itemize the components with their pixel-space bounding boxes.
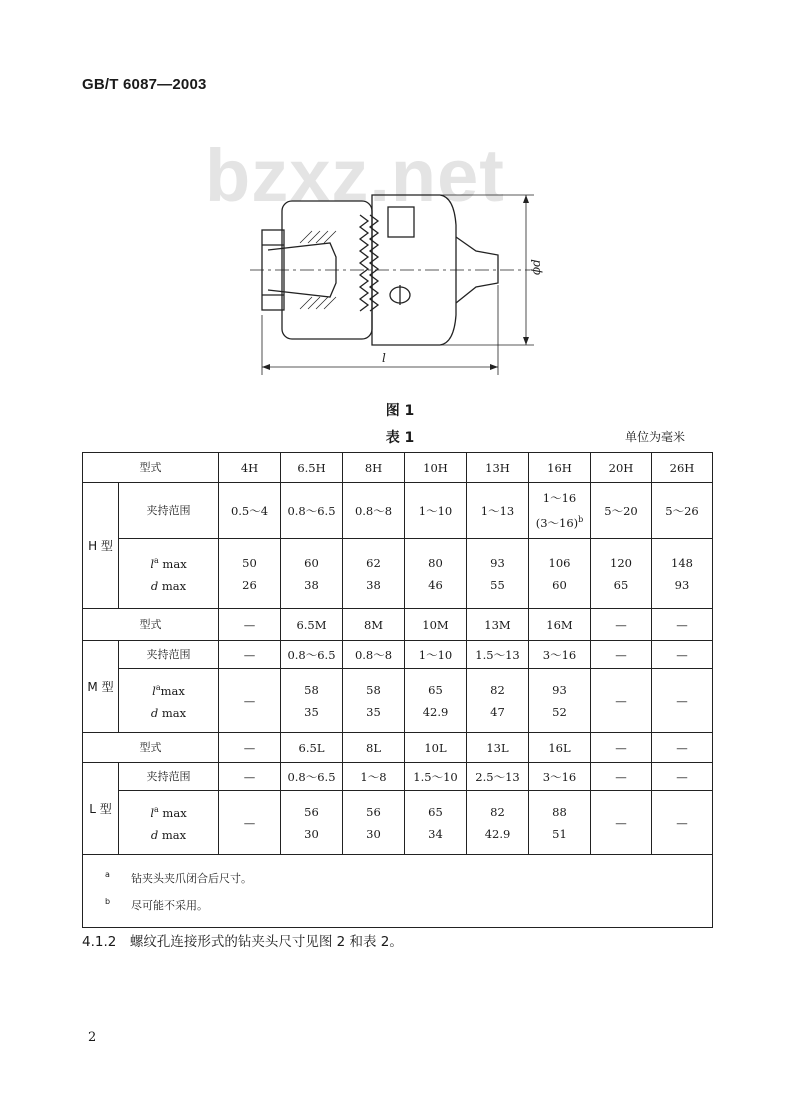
m-dim-cell: 82 47 <box>467 669 529 733</box>
l-group-label: L 型 <box>83 763 119 855</box>
h-range-row <box>83 483 713 539</box>
dimension-label-l: l <box>382 351 386 365</box>
h-dim-cell: 50 26 <box>219 539 281 609</box>
m-header-label: 型式 <box>83 609 219 641</box>
m-range-cell: 1～10 <box>405 641 467 669</box>
h-range-16h-main: 1～16 <box>542 491 577 506</box>
m-model-cell: 16M <box>529 609 591 641</box>
l-model-cell: 16L <box>529 733 591 763</box>
l-range-cell: — <box>652 763 713 791</box>
m-range-cell: 1.5～13 <box>467 641 529 669</box>
l-model-cell: — <box>652 733 713 763</box>
l-dim-cell: — <box>591 791 652 855</box>
dimension-label-d: ϕd <box>529 259 543 275</box>
h-range-cell: 1～13 <box>467 483 529 539</box>
h-range-cell: 0.5～4 <box>219 483 281 539</box>
m-model-cell: 8M <box>343 609 405 641</box>
chuck-key-hole <box>388 207 414 237</box>
h-dim-cell: 120 65 <box>591 539 652 609</box>
h-model-cell: 16H <box>529 453 591 483</box>
l-dim-cell: 82 42.9 <box>467 791 529 855</box>
figure-caption: 图 1 <box>385 403 415 419</box>
l-dim-cell: 65 34 <box>405 791 467 855</box>
h-range-cell: 0.8～8 <box>343 483 405 539</box>
h-model-cell: 6.5H <box>281 453 343 483</box>
m-model-cell: — <box>591 609 652 641</box>
standard-code: GB/T 6087—2003 <box>82 76 207 93</box>
h-group-label: H 型 <box>83 483 119 609</box>
l-model-cell: 6.5L <box>281 733 343 763</box>
l-range-cell: 0.8～6.5 <box>281 763 343 791</box>
h-dim-cell: 80 46 <box>405 539 467 609</box>
section-4-1-2-text: 4.1.2 螺纹孔连接形式的钻夹头尺寸见图 2 和表 2。 <box>82 934 403 950</box>
m-model-row <box>83 609 713 641</box>
m-range-cell: 3～16 <box>529 641 591 669</box>
footnote-a: a 钻夹头夹爪闭合后尺寸。 <box>105 870 252 885</box>
h-dim-cell: 93 55 <box>467 539 529 609</box>
footnote-b: b 尽可能不采用。 <box>105 897 208 912</box>
l-header-label: 型式 <box>83 733 219 763</box>
l-dim-cell: — <box>652 791 713 855</box>
m-dim-cell: 58 35 <box>281 669 343 733</box>
unit-note: 单位为毫米 <box>625 430 686 444</box>
m-range-cell: — <box>219 641 281 669</box>
l-dim-row <box>83 791 713 855</box>
m-dim-cell: — <box>652 669 713 733</box>
h-dim-cell: 106 60 <box>529 539 591 609</box>
h-range-label: 夹持范围 <box>119 483 219 539</box>
m-range-cell: — <box>591 641 652 669</box>
l-model-cell: 13L <box>467 733 529 763</box>
l-model-row <box>83 733 713 763</box>
notes-row <box>83 855 713 928</box>
m-range-cell: 0.8～6.5 <box>281 641 343 669</box>
l-range-cell: 2.5～13 <box>467 763 529 791</box>
h-range-cell: 5～26 <box>652 483 713 539</box>
l-range-cell: 1～8 <box>343 763 405 791</box>
m-dim-cell: — <box>591 669 652 733</box>
h-model-row <box>83 453 713 483</box>
h-model-cell: 8H <box>343 453 405 483</box>
m-model-cell: 10M <box>405 609 467 641</box>
h-dim-row <box>83 539 713 609</box>
h-dim-label: $l^a$ max d max <box>119 539 219 609</box>
m-dim-cell: 65 42.9 <box>405 669 467 733</box>
m-model-cell: — <box>219 609 281 641</box>
l-model-cell: 8L <box>343 733 405 763</box>
l-dim-cell: 56 30 <box>343 791 405 855</box>
h-model-cell: 20H <box>591 453 652 483</box>
h-model-cell: 13H <box>467 453 529 483</box>
spec-table <box>82 452 713 928</box>
m-model-cell: — <box>652 609 713 641</box>
l-range-cell: 1.5～10 <box>405 763 467 791</box>
chuck-gear-teeth <box>360 215 368 311</box>
m-dim-cell: 58 35 <box>343 669 405 733</box>
h-dim-cell: 60 38 <box>281 539 343 609</box>
l-range-label: 夹持范围 <box>119 763 219 791</box>
l-dim-cell: — <box>219 791 281 855</box>
m-range-cell: 0.8～8 <box>343 641 405 669</box>
h-dim-cell: 62 38 <box>343 539 405 609</box>
m-model-cell: 13M <box>467 609 529 641</box>
m-range-cell: — <box>652 641 713 669</box>
h-range-cell-16h <box>529 483 591 539</box>
l-range-cell: 3～16 <box>529 763 591 791</box>
m-dim-row <box>83 669 713 733</box>
m-dim-cell: 93 52 <box>529 669 591 733</box>
h-range-cell: 0.8～6.5 <box>281 483 343 539</box>
m-model-cell: 6.5M <box>281 609 343 641</box>
m-range-row <box>83 641 713 669</box>
l-model-cell: — <box>219 733 281 763</box>
h-range-cell: 1～10 <box>405 483 467 539</box>
h-dim-cell: 148 93 <box>652 539 713 609</box>
h-model-cell: 4H <box>219 453 281 483</box>
table-caption: 表 1 <box>385 430 415 446</box>
l-dim-cell: 88 51 <box>529 791 591 855</box>
m-group-label: M 型 <box>83 641 119 733</box>
m-dim-cell: — <box>219 669 281 733</box>
l-dim-cell: 56 30 <box>281 791 343 855</box>
l-model-cell: 10L <box>405 733 467 763</box>
h-header-label: 型式 <box>83 453 219 483</box>
h-model-cell: 26H <box>652 453 713 483</box>
watermark: bzxz.net <box>205 134 505 217</box>
table-notes <box>83 855 713 928</box>
drill-chuck-figure <box>240 185 550 380</box>
h-model-cell: 10H <box>405 453 467 483</box>
m-dim-label: $l^a\max$ d max <box>119 669 219 733</box>
l-range-row <box>83 763 713 791</box>
m-range-label: 夹持范围 <box>119 641 219 669</box>
l-range-cell: — <box>219 763 281 791</box>
page-number: 2 <box>88 1030 97 1045</box>
l-range-cell: — <box>591 763 652 791</box>
l-model-cell: — <box>591 733 652 763</box>
l-dim-label: $l^a$ max d max <box>119 791 219 855</box>
h-range-16h-alt: (3～16)$^b$ <box>535 515 584 530</box>
h-range-cell: 5～20 <box>591 483 652 539</box>
